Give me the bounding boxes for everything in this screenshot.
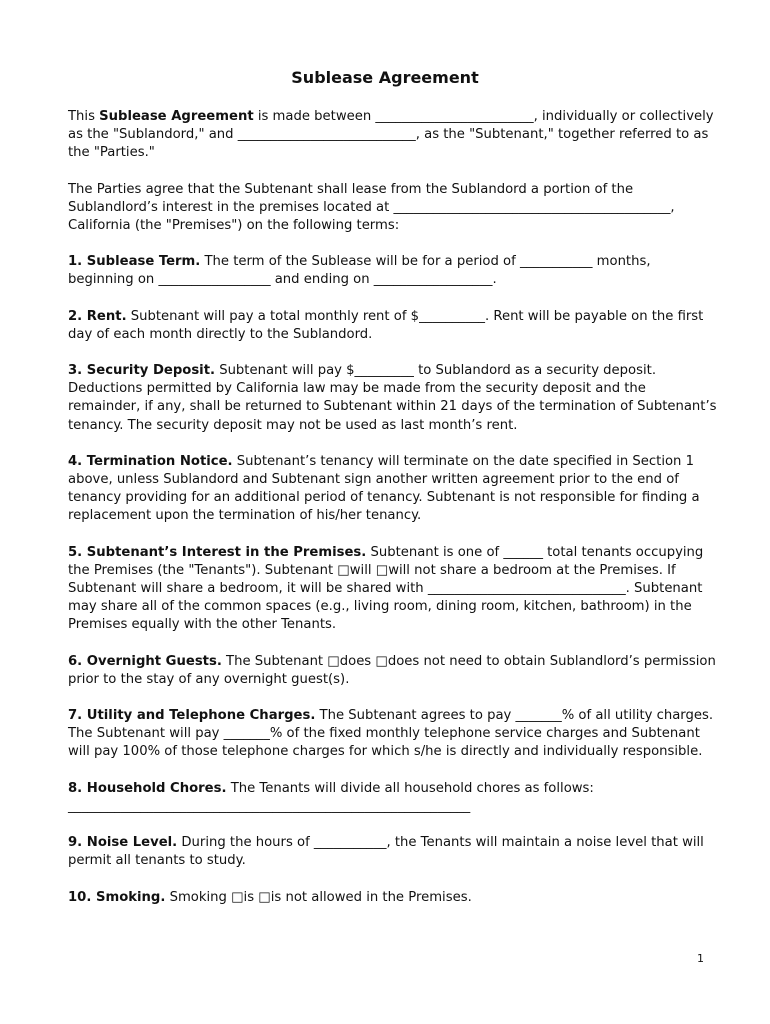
section-heading: 4. Termination Notice. [68, 453, 233, 469]
section-heading: 1. Sublease Term. [68, 254, 201, 270]
section-heading: 7. Utility and Telephone Charges. [68, 708, 316, 724]
section-overnight-guests [68, 653, 718, 689]
section-heading: 2. Rent. [68, 308, 127, 324]
section-household-chores [68, 780, 718, 816]
intro-text-start: This [68, 109, 100, 124]
section-text: Smoking □is □is not allowed in the Premises. [165, 889, 472, 905]
section-rent [68, 308, 718, 344]
section-text: The Subtenant □does □does not need to obtain Sublandlord’s permission prior to the stay of any overnight guest(s). [68, 653, 716, 687]
section-text: Subtenant will pay a total monthly rent of $__________. Rent will be payable on the first day of each month directly to the Sublandord. [68, 308, 704, 342]
intro-agreement-name: Sublease Agreement [99, 109, 254, 124]
section-heading: 10. Smoking. [68, 889, 166, 905]
intro-paragraph-premises: The Parties agree that the Subtenant shall lease from the Sublandord a portion of the Sublandlord’s interest in the premises located at __________________________________________, California (the "Premises") on the following terms: [68, 181, 675, 234]
page-number: 1 [697, 952, 704, 965]
section-text: The term of the Sublease will be for a period of ___________ months, beginning on _________________ and ending on __________________. [68, 254, 651, 288]
section-text: The Subtenant agrees to pay _______% of all utility charges. The Subtenant will pay _______% of the fixed monthly telephone service charges and Subtenant will pay 100% of those telephone charges for which s/he is directly and individually responsible. [68, 708, 714, 760]
section-text: Subtenant is one of ______ total tenants occupying the Premises (the "Tenants"). Subtenant □will □will not share a bedroom at the Premises. If Subtenant will share a bedroom, it will be shared with ______________________________. Subtenant may share all of the common spaces (e.g., living room, dining room, kitchen, bathroom) in the Premises equally with the other Tenants. [68, 544, 704, 633]
section-text: Subtenant’s tenancy will terminate on the date specified in Section 1 above, unless Sublandord and Subtenant sign another written agreement prior to the end of tenancy providing for an additional period of tenancy. Subtenant is not responsible for finding a replacement upon the termination of his/her tenancy. [68, 453, 700, 524]
section-text: Subtenant will pay $_________ to Sublandord as a security deposit. Deductions permitted by California law may be made from the security deposit and the remainder, if any, shall be returned to Subtenant within 21 days of the termination of Subtenant’s tenancy. The security deposit may not be used as last month’s rent. [68, 363, 717, 433]
section-security-deposit [68, 362, 718, 435]
document-body [68, 108, 718, 907]
section-heading: 5. Subtenant’s Interest in the Premises. [68, 544, 367, 560]
intro-paragraph-parties [68, 108, 718, 163]
section-noise-level [68, 834, 718, 870]
section-smoking [68, 889, 718, 907]
section-termination-notice [68, 453, 718, 526]
section-sublease-term [68, 253, 718, 289]
section-heading: 3. Security Deposit. [68, 363, 216, 379]
section-utility-charges [68, 707, 718, 762]
section-heading: 6. Overnight Guests. [68, 653, 222, 669]
section-heading: 9. Noise Level. [68, 835, 178, 851]
section-text: The Tenants will divide all household chores as follows: _____________________________________________________________ [68, 780, 594, 814]
intro-text-rest: is made between ________________________, individually or collectively as the "Sublandord," and ___________________________, as the "Subtenant," together referred to as the "Parties." [68, 109, 714, 161]
document-title: Sublease Agreement [291, 68, 479, 87]
section-text: During the hours of ___________, the Tenants will maintain a noise level that will permit all tenants to study. [68, 835, 704, 869]
section-heading: 8. Household Chores. [68, 780, 227, 796]
section-subtenant-interest [68, 544, 718, 635]
